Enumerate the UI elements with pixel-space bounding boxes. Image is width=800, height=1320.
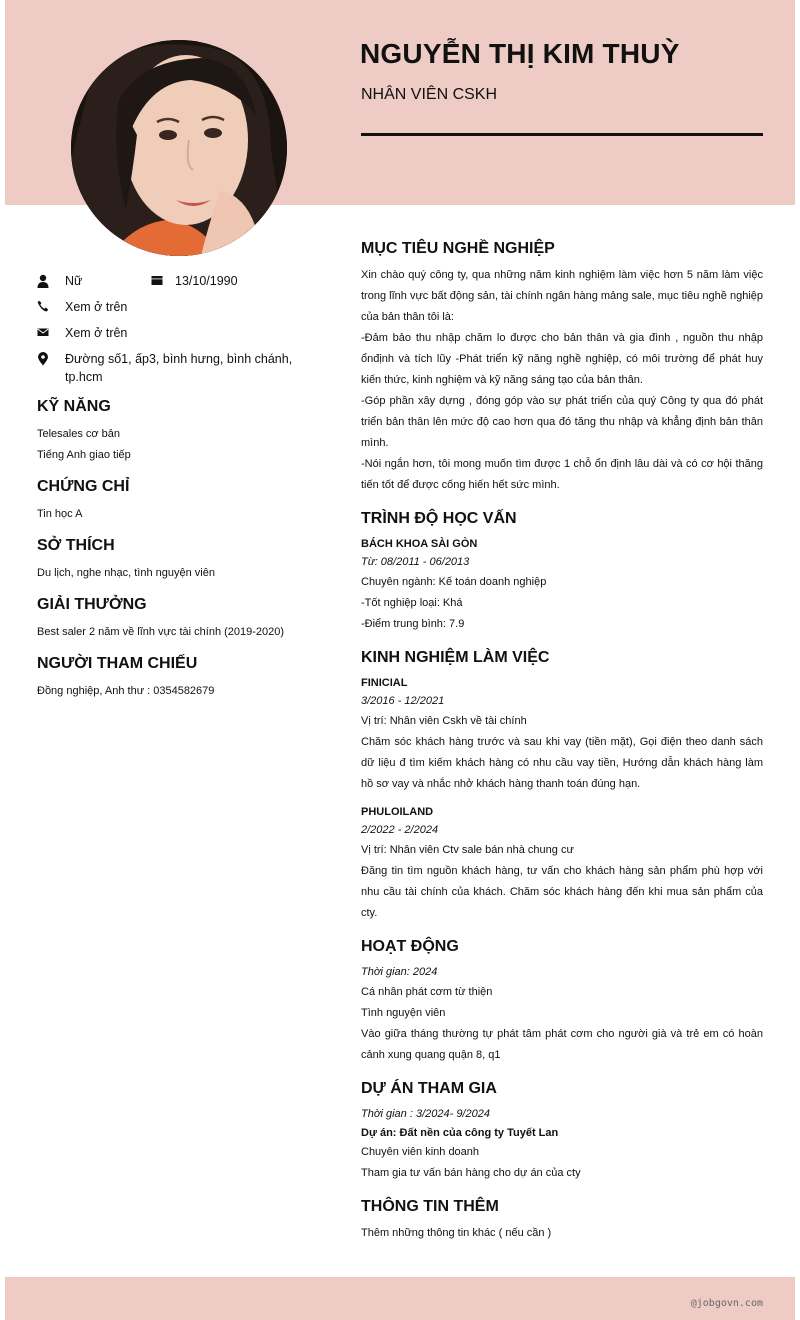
footer-band [5,1277,795,1320]
job-period: 2/2022 - 2/2024 [361,824,439,836]
contact-row-email [37,324,307,342]
email-value: Xem ở trên [65,326,128,340]
objective-paragraph: -Góp phần xây dựng , đóng góp vào sự phát triển của quý Công ty qua đó phát triển bản thân lên mức độ cao hơn qua đó tăng thu nhập và khẳng định bản thân mình. [361,395,763,449]
activity-period: Thời gian: 2024 [361,966,438,978]
project-name: Dự án: Đất nền của công ty Tuyết Lan [361,1127,559,1139]
skill-item: Tiếng Anh giao tiếp [37,449,131,461]
candidate-name: NGUYỄN THỊ KIM THUỲ [360,38,680,69]
avatar [71,40,287,256]
certificate-item: Tin học A [37,508,83,520]
activity-description: Vào giữa tháng thường tự phát tâm phát cơm cho người già và trẻ em có hoàn cảnh xung quang quận 8, q1 [361,1028,763,1061]
activity-line: Tình nguyện viên [361,1007,446,1019]
birthdate-value: 13/10/1990 [175,274,238,288]
job-title: NHÂN VIÊN CSKH [361,86,498,103]
contact-row-gender-birthdate [37,272,307,290]
experience-heading: KINH NGHIỆM LÀM VIỆC [361,649,550,666]
calendar-icon [151,274,163,288]
person-icon [37,274,49,288]
project-description: Tham gia tư vấn bán hàng cho dự án của cty [361,1167,581,1179]
awards-heading: GIẢI THƯỞNG [37,596,147,613]
education-period: Từ: 08/2011 - 06/2013 [361,556,470,568]
job-period: 3/2016 - 12/2021 [361,695,445,707]
projects-section [361,1080,763,1184]
objective-paragraph: -Nói ngắn hơn, tôi mong muốn tìm được 1 chỗ ổn định lâu dài và có cơ hội thăng tiến tốt để được cống hiến hết sức mình. [361,458,763,491]
hobby-item: Du lịch, nghe nhạc, tình nguyện viên [37,567,215,579]
objective-paragraph: -Đảm bảo thu nhập chăm lo được cho bản thân và gia đình , nguồn thu nhập ổnđịnh và tích lũy -Phát triển kỹ năng nghề nghiệp, có môi trường để phát huy kiến thức, kinh nghiệm và kỹ năng sáng tạo của bản thân. [361,332,763,386]
objective-section [361,240,763,496]
education-section [361,510,763,635]
title-divider [361,133,763,136]
contact-row-phone [37,298,307,316]
job-description: Đăng tin tìm nguồn khách hàng, tư vấn cho khách hàng sản phẩm phù hợp với nhu cầu tài chính của khách. Chăm sóc khách hàng đến khi mua sản phẩm của cty. [361,865,763,919]
education-line: Chuyên ngành: Kế toán doanh nghiệp [361,576,547,588]
certificates-heading: CHỨNG CHỈ [37,478,130,495]
project-period: Thời gian : 3/2024- 9/2024 [361,1108,490,1120]
footer-brand: @jobgovn.com [690,1298,763,1309]
certificates-section [37,478,307,525]
left-column [37,272,307,702]
contact-row-address [37,350,307,386]
project-role: Chuyên viên kinh doanh [361,1146,480,1158]
education-line: -Tốt nghiệp loại: Khá [361,597,463,609]
school-name: BÁCH KHOA SÀI GÒN [361,538,478,550]
skills-section [37,398,307,466]
experience-section [361,649,763,924]
activities-heading: HOẠT ĐỘNG [361,938,459,955]
objective-heading: MỤC TIÊU NGHỀ NGHIỆP [361,240,555,257]
job-position: Vị trí: Nhân viên Ctv sale bán nhà chung cư [361,844,574,856]
extra-text: Thêm những thông tin khác ( nếu cần ) [361,1227,552,1239]
education-line: -Điểm trung bình: 7.9 [361,618,465,630]
skills-heading: KỸ NĂNG [37,398,111,415]
company-name: FINICIAL [361,677,408,689]
phone-icon [37,300,49,314]
objective-paragraph: Xin chào quý công ty, qua những năm kinh nghiệm làm việc hơn 5 năm làm việc trong lĩnh vực bất động sản, tài chính ngân hàng mảng sale, mục tiêu nghề nghiệp của bản thân tôi là: [361,269,763,323]
gender-value: Nữ [65,274,83,288]
job-position: Vị trí: Nhân viên Cskh về tài chính [361,715,527,727]
right-column [361,240,763,1258]
education-heading: TRÌNH ĐỘ HỌC VẤN [361,510,517,527]
references-section [37,655,307,702]
avatar-portrait-icon [71,40,287,256]
envelope-icon [37,326,49,340]
skill-item: Telesales cơ bản [37,428,121,440]
extra-section [361,1198,763,1244]
references-heading: NGƯỜI THAM CHIẾU [37,655,198,672]
extra-heading: THÔNG TIN THÊM [361,1198,499,1215]
job-description: Chăm sóc khách hàng trước và sau khi vay (tiền mặt), Gọi điện theo danh sách dữ liệu đ tìm kiếm khách hàng có nhu cầu vay tiền, Hướng dẫn khách hàng làm hồ sơ vay và nhắc nhở khách hàng thanh toán đúng hạn. [361,736,763,790]
reference-item: Đồng nghiệp, Anh thư : 0354582679 [37,685,215,697]
company-name: PHULOILAND [361,806,434,818]
activity-line: Cá nhân phát cơm từ thiện [361,986,493,998]
awards-section [37,596,307,643]
activities-section [361,938,763,1066]
map-pin-icon [37,352,49,366]
award-item: Best saler 2 năm về lĩnh vực tài chính (2019-2020) [37,626,285,638]
projects-heading: DỰ ÁN THAM GIA [361,1080,497,1097]
hobbies-heading: SỞ THÍCH [37,537,115,554]
hobbies-section [37,537,307,584]
address-value: Đường số1, ấp3, bình hưng, bình chánh, tp.hcm [65,352,293,384]
phone-value: Xem ở trên [65,300,128,314]
